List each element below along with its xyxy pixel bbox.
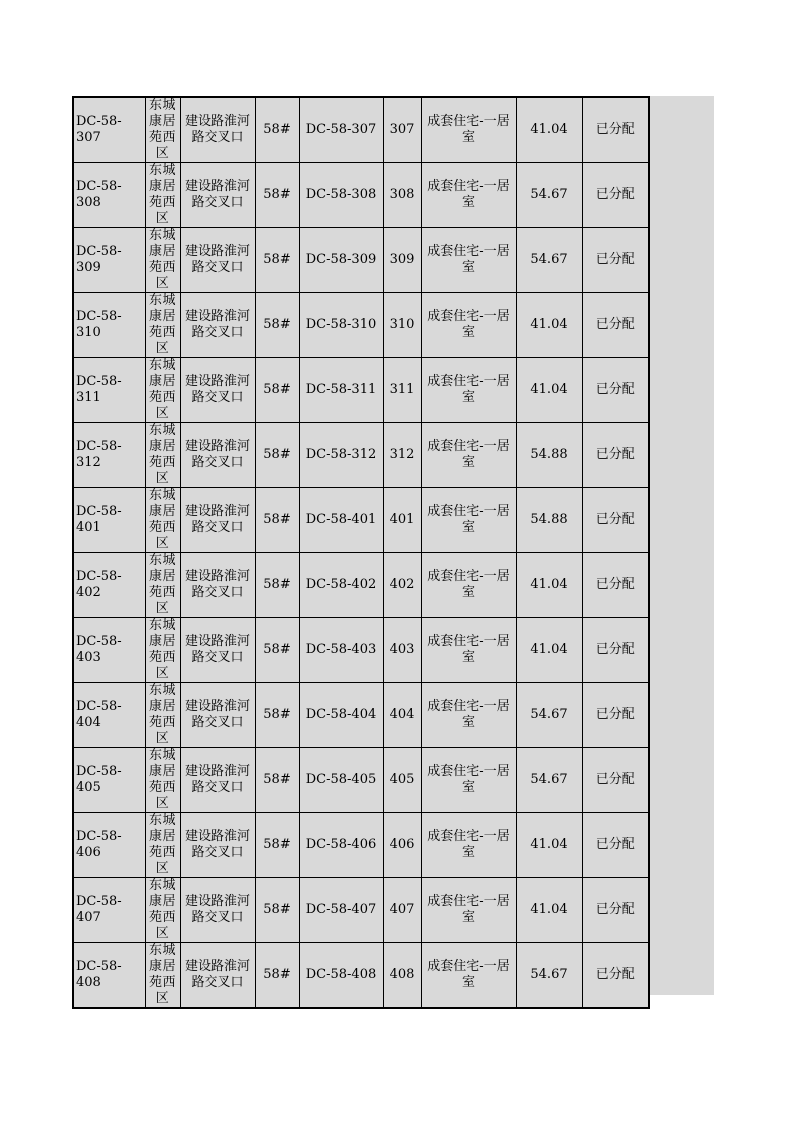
cell-unit-code: DC-58-408 (299, 943, 383, 1009)
cell-community: 东城康居苑西区 (145, 748, 180, 813)
table-row (73, 943, 649, 1009)
cell-building: 58# (255, 813, 299, 878)
cell-room-number: 311 (383, 358, 421, 423)
cell-unit-code: DC-58-310 (299, 293, 383, 358)
cell-community: 东城康居苑西区 (145, 423, 180, 488)
cell-building: 58# (255, 488, 299, 553)
cell-house-id: DC-58-312 (73, 423, 145, 488)
cell-house-id: DC-58-405 (73, 748, 145, 813)
cell-status: 已分配 (582, 813, 649, 878)
cell-house-type: 成套住宅-一居室 (421, 683, 516, 748)
cell-house-id: DC-58-406 (73, 813, 145, 878)
cell-status: 已分配 (582, 488, 649, 553)
cell-status: 已分配 (582, 97, 649, 163)
cell-house-type: 成套住宅-一居室 (421, 423, 516, 488)
cell-status: 已分配 (582, 748, 649, 813)
cell-floor-area: 41.04 (516, 97, 582, 163)
table-row (73, 423, 649, 488)
cell-community: 东城康居苑西区 (145, 618, 180, 683)
cell-house-id: DC-58-310 (73, 293, 145, 358)
cell-location: 建设路淮河路交叉口 (180, 293, 255, 358)
cell-community: 东城康居苑西区 (145, 943, 180, 1009)
cell-status: 已分配 (582, 423, 649, 488)
cell-house-id: DC-58-404 (73, 683, 145, 748)
cell-house-type: 成套住宅-一居室 (421, 163, 516, 228)
cell-building: 58# (255, 943, 299, 1009)
cell-community: 东城康居苑西区 (145, 813, 180, 878)
housing-allocation-table (72, 96, 650, 1009)
cell-house-id: DC-58-311 (73, 358, 145, 423)
cell-status: 已分配 (582, 943, 649, 1009)
table-row (73, 228, 649, 293)
cell-location: 建设路淮河路交叉口 (180, 618, 255, 683)
cell-building: 58# (255, 228, 299, 293)
cell-community: 东城康居苑西区 (145, 488, 180, 553)
cell-room-number: 401 (383, 488, 421, 553)
cell-room-number: 308 (383, 163, 421, 228)
cell-unit-code: DC-58-307 (299, 97, 383, 163)
cell-floor-area: 54.67 (516, 943, 582, 1009)
cell-house-type: 成套住宅-一居室 (421, 748, 516, 813)
cell-house-id: DC-58-309 (73, 228, 145, 293)
cell-house-type: 成套住宅-一居室 (421, 618, 516, 683)
sheet-side-strip (646, 96, 714, 995)
cell-unit-code: DC-58-401 (299, 488, 383, 553)
table-row (73, 97, 649, 163)
cell-floor-area: 41.04 (516, 618, 582, 683)
cell-house-type: 成套住宅-一居室 (421, 358, 516, 423)
cell-room-number: 309 (383, 228, 421, 293)
cell-location: 建设路淮河路交叉口 (180, 488, 255, 553)
cell-building: 58# (255, 553, 299, 618)
cell-house-type: 成套住宅-一居室 (421, 878, 516, 943)
cell-building: 58# (255, 683, 299, 748)
cell-status: 已分配 (582, 878, 649, 943)
cell-community: 东城康居苑西区 (145, 358, 180, 423)
cell-floor-area: 41.04 (516, 293, 582, 358)
cell-floor-area: 41.04 (516, 358, 582, 423)
cell-unit-code: DC-58-311 (299, 358, 383, 423)
table-row (73, 878, 649, 943)
cell-house-id: DC-58-401 (73, 488, 145, 553)
cell-house-type: 成套住宅-一居室 (421, 228, 516, 293)
cell-status: 已分配 (582, 163, 649, 228)
cell-community: 东城康居苑西区 (145, 163, 180, 228)
cell-unit-code: DC-58-403 (299, 618, 383, 683)
cell-status: 已分配 (582, 358, 649, 423)
cell-room-number: 406 (383, 813, 421, 878)
table-row (73, 293, 649, 358)
cell-house-type: 成套住宅-一居室 (421, 553, 516, 618)
cell-location: 建设路淮河路交叉口 (180, 553, 255, 618)
cell-location: 建设路淮河路交叉口 (180, 878, 255, 943)
cell-location: 建设路淮河路交叉口 (180, 683, 255, 748)
cell-unit-code: DC-58-406 (299, 813, 383, 878)
cell-house-type: 成套住宅-一居室 (421, 813, 516, 878)
cell-community: 东城康居苑西区 (145, 878, 180, 943)
cell-room-number: 312 (383, 423, 421, 488)
cell-room-number: 408 (383, 943, 421, 1009)
cell-location: 建设路淮河路交叉口 (180, 943, 255, 1009)
cell-community: 东城康居苑西区 (145, 293, 180, 358)
cell-room-number: 404 (383, 683, 421, 748)
cell-floor-area: 54.88 (516, 423, 582, 488)
table-row (73, 748, 649, 813)
cell-house-id: DC-58-403 (73, 618, 145, 683)
cell-room-number: 405 (383, 748, 421, 813)
cell-unit-code: DC-58-405 (299, 748, 383, 813)
table-body (73, 97, 649, 1008)
cell-status: 已分配 (582, 228, 649, 293)
table-row (73, 618, 649, 683)
cell-building: 58# (255, 293, 299, 358)
table-row (73, 813, 649, 878)
cell-house-id: DC-58-308 (73, 163, 145, 228)
cell-floor-area: 54.67 (516, 748, 582, 813)
cell-location: 建设路淮河路交叉口 (180, 813, 255, 878)
cell-location: 建设路淮河路交叉口 (180, 228, 255, 293)
cell-floor-area: 54.67 (516, 163, 582, 228)
cell-house-id: DC-58-407 (73, 878, 145, 943)
cell-community: 东城康居苑西区 (145, 97, 180, 163)
cell-unit-code: DC-58-404 (299, 683, 383, 748)
cell-building: 58# (255, 618, 299, 683)
cell-room-number: 407 (383, 878, 421, 943)
cell-floor-area: 54.88 (516, 488, 582, 553)
cell-location: 建设路淮河路交叉口 (180, 423, 255, 488)
cell-location: 建设路淮河路交叉口 (180, 163, 255, 228)
cell-building: 58# (255, 163, 299, 228)
table-row (73, 683, 649, 748)
cell-building: 58# (255, 423, 299, 488)
cell-room-number: 310 (383, 293, 421, 358)
cell-building: 58# (255, 878, 299, 943)
cell-location: 建设路淮河路交叉口 (180, 97, 255, 163)
cell-house-type: 成套住宅-一居室 (421, 488, 516, 553)
cell-house-id: DC-58-307 (73, 97, 145, 163)
cell-house-type: 成套住宅-一居室 (421, 97, 516, 163)
cell-location: 建设路淮河路交叉口 (180, 748, 255, 813)
cell-status: 已分配 (582, 618, 649, 683)
cell-unit-code: DC-58-407 (299, 878, 383, 943)
cell-unit-code: DC-58-402 (299, 553, 383, 618)
cell-room-number: 403 (383, 618, 421, 683)
cell-floor-area: 41.04 (516, 878, 582, 943)
cell-house-id: DC-58-408 (73, 943, 145, 1009)
cell-community: 东城康居苑西区 (145, 553, 180, 618)
table-row (73, 163, 649, 228)
cell-community: 东城康居苑西区 (145, 683, 180, 748)
cell-house-id: DC-58-402 (73, 553, 145, 618)
cell-unit-code: DC-58-308 (299, 163, 383, 228)
cell-building: 58# (255, 97, 299, 163)
cell-location: 建设路淮河路交叉口 (180, 358, 255, 423)
cell-building: 58# (255, 748, 299, 813)
cell-house-type: 成套住宅-一居室 (421, 293, 516, 358)
cell-community: 东城康居苑西区 (145, 228, 180, 293)
cell-floor-area: 54.67 (516, 683, 582, 748)
cell-floor-area: 54.67 (516, 228, 582, 293)
cell-house-type: 成套住宅-一居室 (421, 943, 516, 1009)
cell-room-number: 402 (383, 553, 421, 618)
cell-unit-code: DC-58-312 (299, 423, 383, 488)
table-row (73, 553, 649, 618)
cell-status: 已分配 (582, 683, 649, 748)
cell-floor-area: 41.04 (516, 813, 582, 878)
cell-unit-code: DC-58-309 (299, 228, 383, 293)
table-row (73, 358, 649, 423)
table-row (73, 488, 649, 553)
cell-status: 已分配 (582, 553, 649, 618)
cell-floor-area: 41.04 (516, 553, 582, 618)
cell-room-number: 307 (383, 97, 421, 163)
cell-status: 已分配 (582, 293, 649, 358)
cell-building: 58# (255, 358, 299, 423)
